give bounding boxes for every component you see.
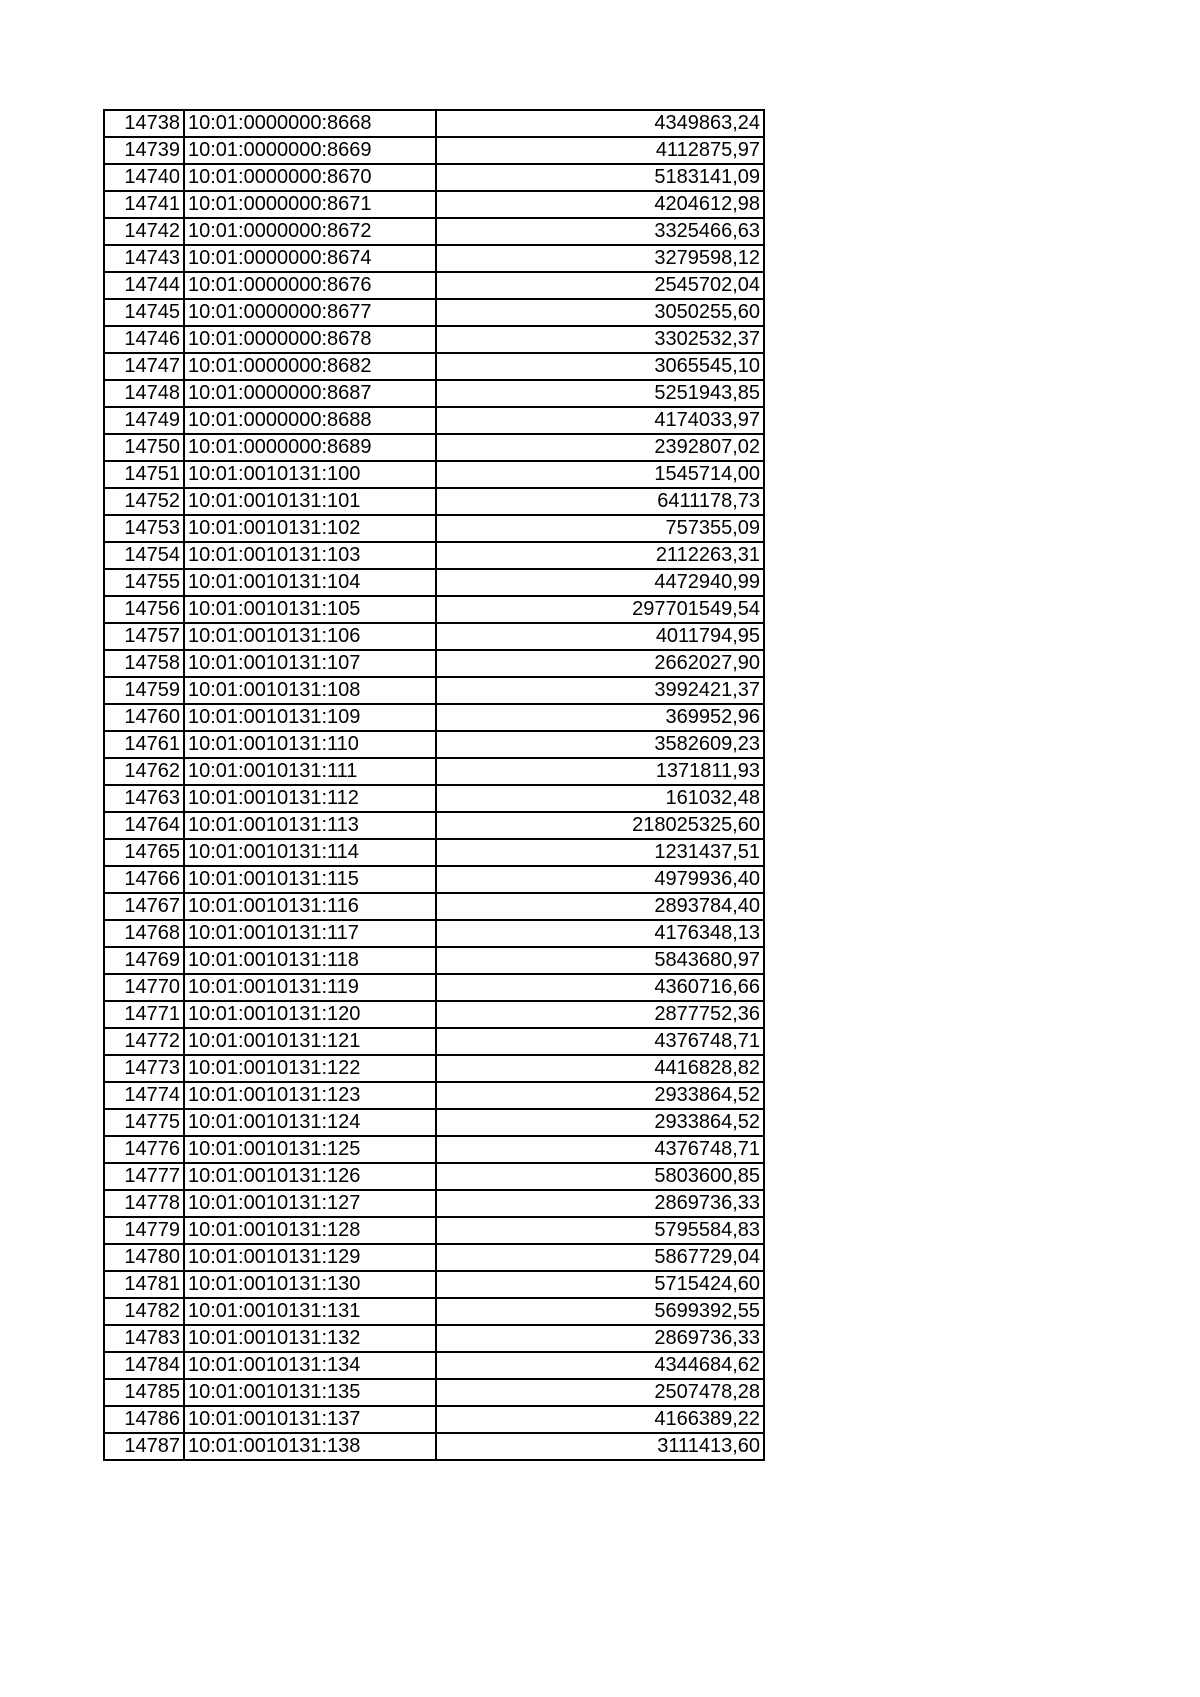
value-cell: 4376748,71 (436, 1136, 764, 1163)
cadastral-number-cell: 10:01:0010131:138 (184, 1433, 436, 1460)
value-cell: 4360716,66 (436, 974, 764, 1001)
cadastral-number-cell: 10:01:0010131:109 (184, 704, 436, 731)
row-number-cell: 14764 (104, 812, 184, 839)
table-row (104, 434, 764, 461)
cadastral-number-cell: 10:01:0000000:8670 (184, 164, 436, 191)
cadastral-number-cell: 10:01:0010131:116 (184, 893, 436, 920)
table-row (104, 299, 764, 326)
row-number-cell: 14779 (104, 1217, 184, 1244)
cadastral-number-cell: 10:01:0010131:118 (184, 947, 436, 974)
cadastral-number-cell: 10:01:0000000:8678 (184, 326, 436, 353)
value-cell: 757355,09 (436, 515, 764, 542)
cadastral-number-cell: 10:01:0000000:8676 (184, 272, 436, 299)
value-cell: 2545702,04 (436, 272, 764, 299)
value-cell: 3050255,60 (436, 299, 764, 326)
table-row (104, 623, 764, 650)
table-body (104, 110, 764, 1460)
row-number-cell: 14738 (104, 110, 184, 137)
row-number-cell: 14771 (104, 1001, 184, 1028)
value-cell: 6411178,73 (436, 488, 764, 515)
table-row (104, 1082, 764, 1109)
value-cell: 5795584,83 (436, 1217, 764, 1244)
row-number-cell: 14755 (104, 569, 184, 596)
value-cell: 4176348,13 (436, 920, 764, 947)
row-number-cell: 14772 (104, 1028, 184, 1055)
cadastral-number-cell: 10:01:0010131:123 (184, 1082, 436, 1109)
cadastral-number-cell: 10:01:0010131:135 (184, 1379, 436, 1406)
value-cell: 3582609,23 (436, 731, 764, 758)
table-row (104, 1352, 764, 1379)
row-number-cell: 14742 (104, 218, 184, 245)
table-row (104, 893, 764, 920)
row-number-cell: 14766 (104, 866, 184, 893)
table-row (104, 407, 764, 434)
table-row (104, 677, 764, 704)
table-row (104, 191, 764, 218)
cadastral-number-cell: 10:01:0000000:8687 (184, 380, 436, 407)
cadastral-number-cell: 10:01:0000000:8677 (184, 299, 436, 326)
row-number-cell: 14744 (104, 272, 184, 299)
value-cell: 5715424,60 (436, 1271, 764, 1298)
cadastral-number-cell: 10:01:0000000:8688 (184, 407, 436, 434)
table-row (104, 1433, 764, 1460)
row-number-cell: 14785 (104, 1379, 184, 1406)
cadastral-number-cell: 10:01:0010131:103 (184, 542, 436, 569)
row-number-cell: 14760 (104, 704, 184, 731)
row-number-cell: 14786 (104, 1406, 184, 1433)
table-row (104, 1244, 764, 1271)
table-row (104, 1136, 764, 1163)
row-number-cell: 14787 (104, 1433, 184, 1460)
cadastral-number-cell: 10:01:0000000:8682 (184, 353, 436, 380)
value-cell: 2933864,52 (436, 1082, 764, 1109)
row-number-cell: 14746 (104, 326, 184, 353)
cadastral-number-cell: 10:01:0010131:124 (184, 1109, 436, 1136)
value-cell: 5251943,85 (436, 380, 764, 407)
cadastral-number-cell: 10:01:0010131:121 (184, 1028, 436, 1055)
value-cell: 369952,96 (436, 704, 764, 731)
table-row (104, 1271, 764, 1298)
cadastral-number-cell: 10:01:0010131:125 (184, 1136, 436, 1163)
row-number-cell: 14778 (104, 1190, 184, 1217)
value-cell: 4204612,98 (436, 191, 764, 218)
table-row (104, 137, 764, 164)
cadastral-number-cell: 10:01:0000000:8671 (184, 191, 436, 218)
cadastral-number-cell: 10:01:0010131:134 (184, 1352, 436, 1379)
value-cell: 3065545,10 (436, 353, 764, 380)
table-row (104, 1190, 764, 1217)
row-number-cell: 14763 (104, 785, 184, 812)
cadastral-number-cell: 10:01:0010131:107 (184, 650, 436, 677)
table-row (104, 947, 764, 974)
table-row (104, 515, 764, 542)
value-cell: 218025325,60 (436, 812, 764, 839)
value-cell: 5867729,04 (436, 1244, 764, 1271)
table-row (104, 839, 764, 866)
row-number-cell: 14774 (104, 1082, 184, 1109)
value-cell: 4472940,99 (436, 569, 764, 596)
row-number-cell: 14758 (104, 650, 184, 677)
row-number-cell: 14775 (104, 1109, 184, 1136)
cadastral-number-cell: 10:01:0010131:112 (184, 785, 436, 812)
table-row (104, 110, 764, 137)
row-number-cell: 14740 (104, 164, 184, 191)
value-cell: 3325466,63 (436, 218, 764, 245)
row-number-cell: 14759 (104, 677, 184, 704)
cadastral-number-cell: 10:01:0010131:127 (184, 1190, 436, 1217)
cadastral-number-cell: 10:01:0010131:113 (184, 812, 436, 839)
row-number-cell: 14762 (104, 758, 184, 785)
data-table (103, 109, 765, 1461)
cadastral-number-cell: 10:01:0010131:115 (184, 866, 436, 893)
cadastral-number-cell: 10:01:0010131:137 (184, 1406, 436, 1433)
cadastral-number-cell: 10:01:0010131:122 (184, 1055, 436, 1082)
value-cell: 5803600,85 (436, 1163, 764, 1190)
cadastral-number-cell: 10:01:0000000:8674 (184, 245, 436, 272)
cadastral-number-cell: 10:01:0010131:106 (184, 623, 436, 650)
cadastral-number-cell: 10:01:0010131:130 (184, 1271, 436, 1298)
row-number-cell: 14754 (104, 542, 184, 569)
value-cell: 2392807,02 (436, 434, 764, 461)
value-cell: 3279598,12 (436, 245, 764, 272)
value-cell: 297701549,54 (436, 596, 764, 623)
table-row (104, 1028, 764, 1055)
cadastral-number-cell: 10:01:0010131:132 (184, 1325, 436, 1352)
value-cell: 4344684,62 (436, 1352, 764, 1379)
row-number-cell: 14773 (104, 1055, 184, 1082)
cadastral-number-cell: 10:01:0010131:120 (184, 1001, 436, 1028)
value-cell: 2877752,36 (436, 1001, 764, 1028)
value-cell: 3111413,60 (436, 1433, 764, 1460)
table-row (104, 1298, 764, 1325)
table-row (104, 488, 764, 515)
value-cell: 2933864,52 (436, 1109, 764, 1136)
cadastral-number-cell: 10:01:0010131:104 (184, 569, 436, 596)
row-number-cell: 14757 (104, 623, 184, 650)
table-row (104, 353, 764, 380)
row-number-cell: 14776 (104, 1136, 184, 1163)
cadastral-number-cell: 10:01:0000000:8668 (184, 110, 436, 137)
row-number-cell: 14781 (104, 1271, 184, 1298)
row-number-cell: 14770 (104, 974, 184, 1001)
row-number-cell: 14745 (104, 299, 184, 326)
cadastral-number-cell: 10:01:0010131:129 (184, 1244, 436, 1271)
row-number-cell: 14751 (104, 461, 184, 488)
row-number-cell: 14782 (104, 1298, 184, 1325)
value-cell: 1545714,00 (436, 461, 764, 488)
value-cell: 4166389,22 (436, 1406, 764, 1433)
cadastral-number-cell: 10:01:0010131:117 (184, 920, 436, 947)
value-cell: 4011794,95 (436, 623, 764, 650)
cadastral-number-cell: 10:01:0010131:110 (184, 731, 436, 758)
value-cell: 2869736,33 (436, 1325, 764, 1352)
cadastral-number-cell: 10:01:0010131:128 (184, 1217, 436, 1244)
row-number-cell: 14769 (104, 947, 184, 974)
row-number-cell: 14749 (104, 407, 184, 434)
cadastral-number-cell: 10:01:0010131:119 (184, 974, 436, 1001)
table-row (104, 596, 764, 623)
value-cell: 5843680,97 (436, 947, 764, 974)
table-row (104, 164, 764, 191)
cadastral-number-cell: 10:01:0010131:111 (184, 758, 436, 785)
table-row (104, 866, 764, 893)
cadastral-number-cell: 10:01:0000000:8669 (184, 137, 436, 164)
row-number-cell: 14767 (104, 893, 184, 920)
table-row (104, 542, 764, 569)
table-row (104, 1055, 764, 1082)
cadastral-number-cell: 10:01:0010131:100 (184, 461, 436, 488)
table-row (104, 272, 764, 299)
table-row (104, 218, 764, 245)
value-cell: 3302532,37 (436, 326, 764, 353)
value-cell: 1231437,51 (436, 839, 764, 866)
table-row (104, 758, 764, 785)
row-number-cell: 14750 (104, 434, 184, 461)
value-cell: 1371811,93 (436, 758, 764, 785)
row-number-cell: 14741 (104, 191, 184, 218)
row-number-cell: 14753 (104, 515, 184, 542)
table-row (104, 326, 764, 353)
row-number-cell: 14768 (104, 920, 184, 947)
row-number-cell: 14780 (104, 1244, 184, 1271)
value-cell: 2112263,31 (436, 542, 764, 569)
value-cell: 4112875,97 (436, 137, 764, 164)
table-row (104, 1109, 764, 1136)
table-row (104, 1406, 764, 1433)
value-cell: 161032,48 (436, 785, 764, 812)
row-number-cell: 14743 (104, 245, 184, 272)
row-number-cell: 14777 (104, 1163, 184, 1190)
value-cell: 4349863,24 (436, 110, 764, 137)
table-row (104, 1379, 764, 1406)
row-number-cell: 14739 (104, 137, 184, 164)
cadastral-number-cell: 10:01:0010131:102 (184, 515, 436, 542)
row-number-cell: 14784 (104, 1352, 184, 1379)
row-number-cell: 14752 (104, 488, 184, 515)
cadastral-number-cell: 10:01:0000000:8689 (184, 434, 436, 461)
table-row (104, 650, 764, 677)
value-cell: 5699392,55 (436, 1298, 764, 1325)
value-cell: 4416828,82 (436, 1055, 764, 1082)
table-row (104, 920, 764, 947)
table-row (104, 1217, 764, 1244)
value-cell: 2507478,28 (436, 1379, 764, 1406)
row-number-cell: 14748 (104, 380, 184, 407)
row-number-cell: 14747 (104, 353, 184, 380)
value-cell: 2893784,40 (436, 893, 764, 920)
value-cell: 3992421,37 (436, 677, 764, 704)
table-row (104, 569, 764, 596)
cadastral-number-cell: 10:01:0010131:105 (184, 596, 436, 623)
value-cell: 5183141,09 (436, 164, 764, 191)
table-row (104, 812, 764, 839)
value-cell: 4376748,71 (436, 1028, 764, 1055)
table-row (104, 461, 764, 488)
cadastral-number-cell: 10:01:0010131:114 (184, 839, 436, 866)
cadastral-number-cell: 10:01:0010131:108 (184, 677, 436, 704)
cadastral-number-cell: 10:01:0000000:8672 (184, 218, 436, 245)
table-row (104, 1001, 764, 1028)
cadastral-number-cell: 10:01:0010131:101 (184, 488, 436, 515)
cadastral-number-cell: 10:01:0010131:131 (184, 1298, 436, 1325)
cadastral-number-cell: 10:01:0010131:126 (184, 1163, 436, 1190)
row-number-cell: 14756 (104, 596, 184, 623)
table-row (104, 1325, 764, 1352)
value-cell: 4174033,97 (436, 407, 764, 434)
row-number-cell: 14761 (104, 731, 184, 758)
table-row (104, 731, 764, 758)
value-cell: 4979936,40 (436, 866, 764, 893)
table-row (104, 974, 764, 1001)
value-cell: 2662027,90 (436, 650, 764, 677)
row-number-cell: 14783 (104, 1325, 184, 1352)
value-cell: 2869736,33 (436, 1190, 764, 1217)
table-row (104, 1163, 764, 1190)
table-row (104, 785, 764, 812)
row-number-cell: 14765 (104, 839, 184, 866)
table-row (104, 704, 764, 731)
table-row (104, 245, 764, 272)
table-row (104, 380, 764, 407)
